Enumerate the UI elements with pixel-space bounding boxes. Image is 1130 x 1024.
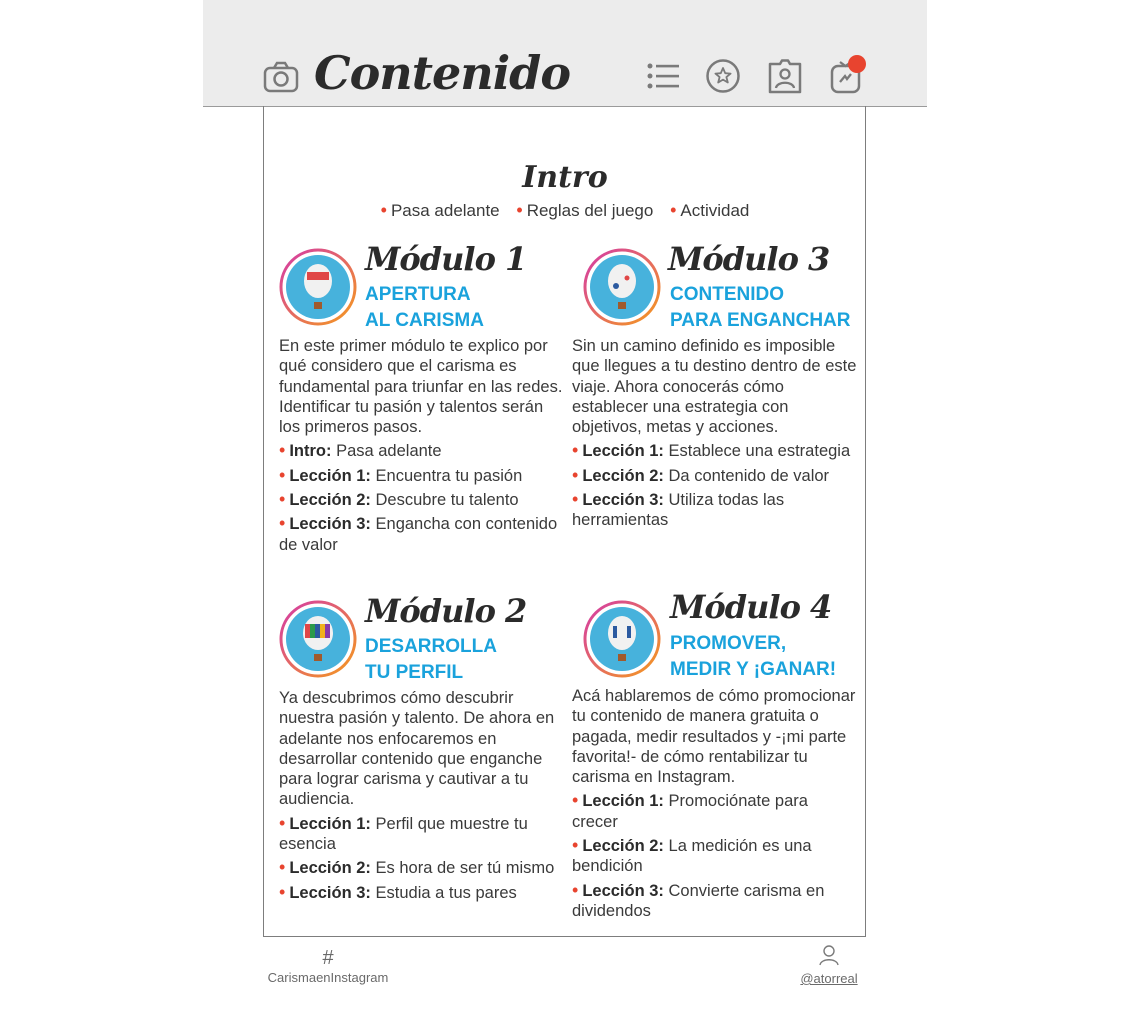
lesson-item: • Lección 1: Promociónate para crecer (572, 790, 808, 831)
list-icon[interactable] (645, 58, 681, 94)
bullet-icon: • (572, 489, 579, 510)
lesson-item: • Lección 3: Estudia a tus pares (279, 881, 517, 902)
balloon-icon (279, 600, 357, 678)
lesson-item: • Lección 1: Establece una estrategia (572, 440, 851, 461)
bullet-icon: • (572, 835, 579, 856)
page-title: Contenido (314, 46, 571, 100)
module-title: Módulo 3 (668, 240, 830, 278)
bullet-icon: • (279, 812, 286, 833)
balloon-icon (583, 248, 661, 326)
bullet-icon: • (279, 857, 286, 878)
module-body (279, 688, 564, 906)
bullet-icon: • (516, 200, 523, 220)
module-description: Acá hablaremos de cómo promocionar tu contenido de manera gratuita o pagada, medir resultados y -¡mi parte favorita!- de cómo rentabilizar tu carisma en Instagram. (572, 687, 856, 787)
module-body (279, 336, 564, 558)
bullet-icon: • (279, 464, 286, 485)
bullet-icon: • (279, 440, 286, 461)
bullet-icon: • (572, 879, 579, 900)
user-icon (818, 944, 840, 966)
module-description: En este primer módulo te explico por qué considero que el carisma es fundamental para triunfar en las redes. Identificar tu pasión y talentos serán los primeros pasos. (279, 337, 563, 437)
lesson-item: • Lección 1: Encuentra tu pasión (279, 464, 523, 485)
module-subtitle: DESARROLLA TU PERFIL (365, 636, 497, 683)
hashtag-label: CarismaenInstagram (267, 970, 389, 985)
star-icon[interactable] (705, 58, 741, 94)
bullet-icon: • (380, 200, 387, 220)
intro-title: Intro (522, 160, 608, 195)
bullet-icon: • (572, 790, 579, 811)
bullet-icon: • (279, 513, 286, 534)
lesson-item: • Lección 2: Descubre tu talento (279, 489, 519, 510)
module-title: Módulo 1 (365, 240, 527, 278)
camera-icon[interactable] (263, 60, 299, 94)
bullet-icon: • (670, 200, 677, 220)
lesson-item: • Lección 2: La medición es una bendición (572, 835, 812, 876)
user-handle[interactable]: @atorreal (800, 971, 858, 986)
module-title: Módulo 2 (365, 592, 527, 630)
bullet-icon: • (279, 489, 286, 510)
module-subtitle: APERTURA AL CARISMA (365, 284, 484, 331)
module-subtitle: CONTENIDO PARA ENGANCHAR (670, 284, 851, 331)
module-description: Sin un camino definido es imposible que llegues a tu destino dentro de este viaje. Ahora conocerás cómo establecer una estrategia con objetivos, metas y acciones. (572, 337, 857, 437)
lesson-item: • Lección 3: Engancha con contenido de valor (279, 513, 558, 554)
lesson-item: • Lección 2: Es hora de ser tú mismo (279, 857, 555, 878)
module-body (572, 686, 857, 924)
module-description: Ya descubrimos cómo descubrir nuestra pasión y talento. De ahora en adelante nos enfocaremos en desarrollar contenido que enganche para lograr carisma y cautivar a tu audiencia. (279, 689, 555, 809)
lesson-item: • Lección 1: Perfil que muestre tu esencia (279, 812, 528, 854)
lesson-item: • Lección 2: Da contenido de valor (572, 464, 830, 485)
intro-items (0, 200, 1130, 221)
user-handle-link[interactable] (796, 944, 862, 986)
module-subtitle: PROMOVER, MEDIR Y ¡GANAR! (670, 633, 837, 680)
lesson-item: • Lección 3: Convierte carisma en dividendos (572, 879, 825, 920)
lesson-item: • Intro: Pasa adelante (279, 440, 442, 461)
bullet-icon: • (572, 464, 579, 485)
balloon-icon (279, 248, 357, 326)
intro-item: • Pasa adelante (380, 200, 500, 220)
lesson-item: • Lección 3: Utiliza todas las herramientas (572, 489, 785, 530)
profile-icon[interactable] (767, 58, 803, 94)
hashtag-link[interactable] (263, 948, 393, 985)
hashtag-icon: # (322, 947, 334, 969)
intro-item: • Actividad (670, 200, 750, 220)
balloon-icon (583, 600, 661, 678)
bullet-icon: • (279, 881, 286, 902)
module-body (572, 336, 857, 534)
intro-item: • Reglas del juego (516, 200, 654, 220)
notification-badge (848, 55, 866, 73)
module-title: Módulo 4 (670, 588, 832, 626)
bullet-icon: • (572, 440, 579, 461)
